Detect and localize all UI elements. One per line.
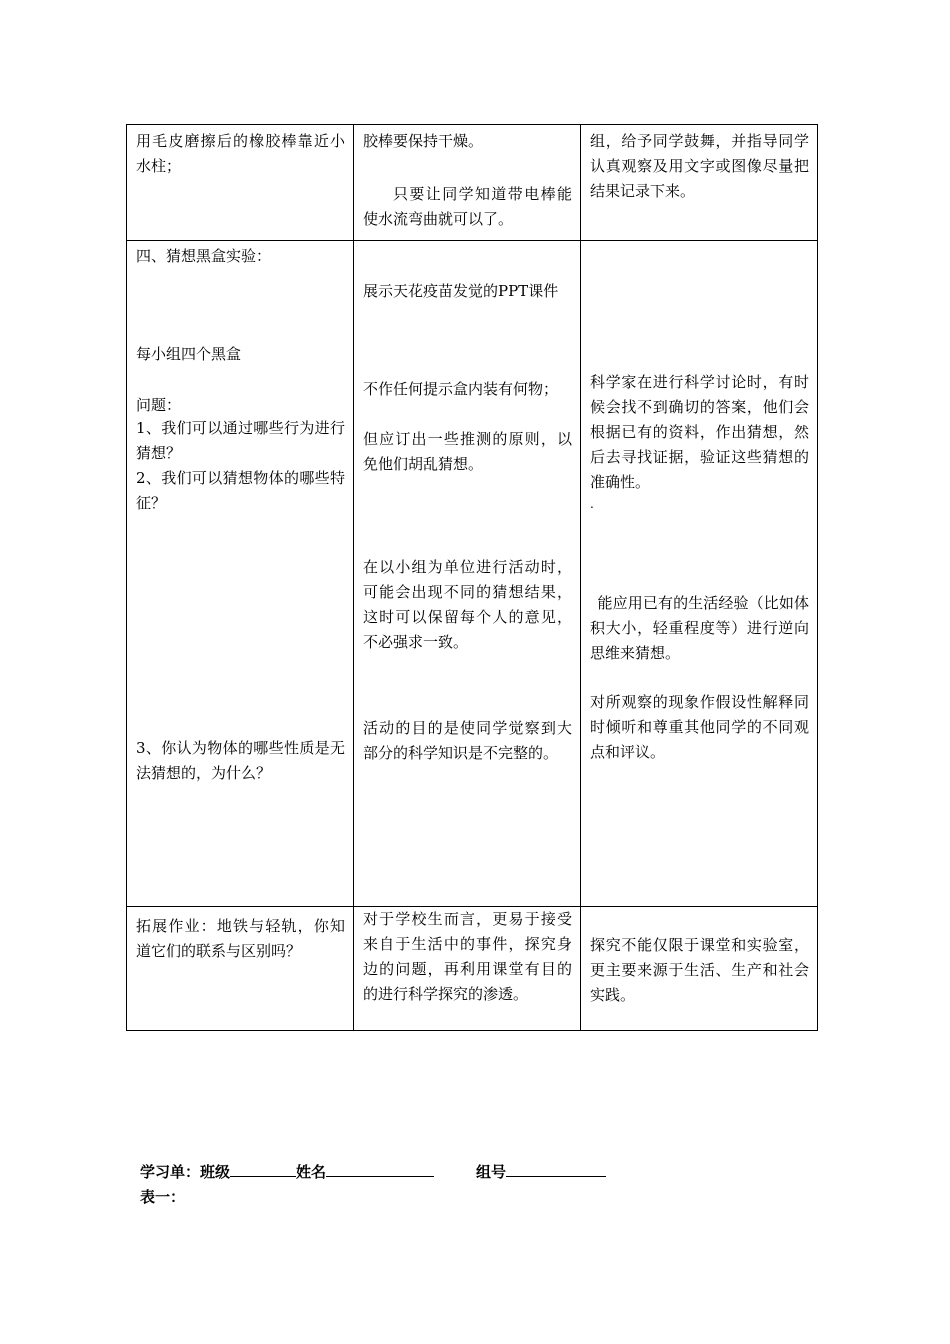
cell-goal xyxy=(581,241,818,907)
cell-text: 只要让同学知道带电棒能使水流弯曲就可以了。 xyxy=(363,185,572,228)
question-item: 3、你认为物体的哪些性质是无法猜想的，为什么？ xyxy=(136,739,345,782)
cell-text: 用毛皮磨擦后的橡胶棒靠近小水柱； xyxy=(136,132,345,175)
group-label: 组号 xyxy=(476,1163,507,1181)
worksheet-header xyxy=(140,1160,606,1182)
table-row xyxy=(127,907,818,1031)
cell-text: 活动的目的是使同学觉察到大部分的科学知识是不完整的。 xyxy=(363,719,572,762)
name-label: 姓名 xyxy=(296,1163,327,1181)
cell-teaching-note xyxy=(354,241,581,907)
cell-activity xyxy=(127,241,354,907)
class-blank[interactable] xyxy=(230,1160,296,1177)
worksheet-label: 学习单： xyxy=(140,1163,201,1181)
cell-text: 拓展作业：地铁与轻轨，你知道它们的联系与区别吗？ xyxy=(136,917,345,960)
cell-text: 展示天花疫苗发觉的PPT课件 xyxy=(363,282,559,300)
table-row xyxy=(127,125,818,241)
cell-goal xyxy=(581,907,818,1031)
cell-teaching-note xyxy=(354,907,581,1031)
cell-text: 胶棒要保持干燥。 xyxy=(363,132,484,150)
cell-text: . xyxy=(590,497,594,511)
table-label: 表一： xyxy=(140,1188,186,1206)
name-blank[interactable] xyxy=(326,1160,434,1177)
cell-goal xyxy=(581,125,818,241)
cell-text: 不作任何提示盒内装有何物； xyxy=(363,380,559,398)
section-title: 四、猜想黑盒实验： xyxy=(136,247,272,265)
lesson-plan-table xyxy=(126,124,818,1031)
cell-activity xyxy=(127,125,354,241)
cell-text: 每小组四个黑盒 xyxy=(136,345,242,363)
table-row xyxy=(127,241,818,907)
question-label: 问题： xyxy=(136,396,182,414)
cell-text: 科学家在进行科学讨论时，有时候会找不到确切的答案，他们会根据已有的资料，作出猜想，然后去寻找证据，验证这些猜想的准确性。 xyxy=(590,373,809,491)
cell-activity xyxy=(127,907,354,1031)
cell-teaching-note xyxy=(354,125,581,241)
question-item: 1、我们可以通过哪些行为进行猜想？ xyxy=(136,419,345,462)
cell-text: 对于学校生而言，更易于接受来自于生活中的事件，探究身边的问题，再利用课堂有目的的进行科学探究的渗透。 xyxy=(363,910,572,1003)
group-blank[interactable] xyxy=(506,1160,606,1177)
cell-text: 但应订出一些推测的原则，以免他们胡乱猜想。 xyxy=(363,430,572,473)
cell-text: 组，给予同学鼓舞，并指导同学认真观察及用文字或图像尽量把结果记录下来。 xyxy=(590,132,809,200)
cell-text: 在以小组为单位进行活动时，可能会出现不同的猜想结果，这时可以保留每个人的意见，不必强求一致。 xyxy=(363,558,572,651)
cell-text: 探究不能仅限于课堂和实验室，更主要来源于生活、生产和社会实践。 xyxy=(590,936,809,1004)
class-label: 班级 xyxy=(200,1163,231,1181)
question-item: 2、我们可以猜想物体的哪些特征？ xyxy=(136,469,345,512)
cell-text: 能应用已有的生活经验（比如体积大小，轻重程度等）进行逆向思维来猜想。 xyxy=(590,594,809,662)
cell-text: 对所观察的现象作假设性解释同时倾听和尊重其他同学的不同观点和评议。 xyxy=(590,693,809,761)
